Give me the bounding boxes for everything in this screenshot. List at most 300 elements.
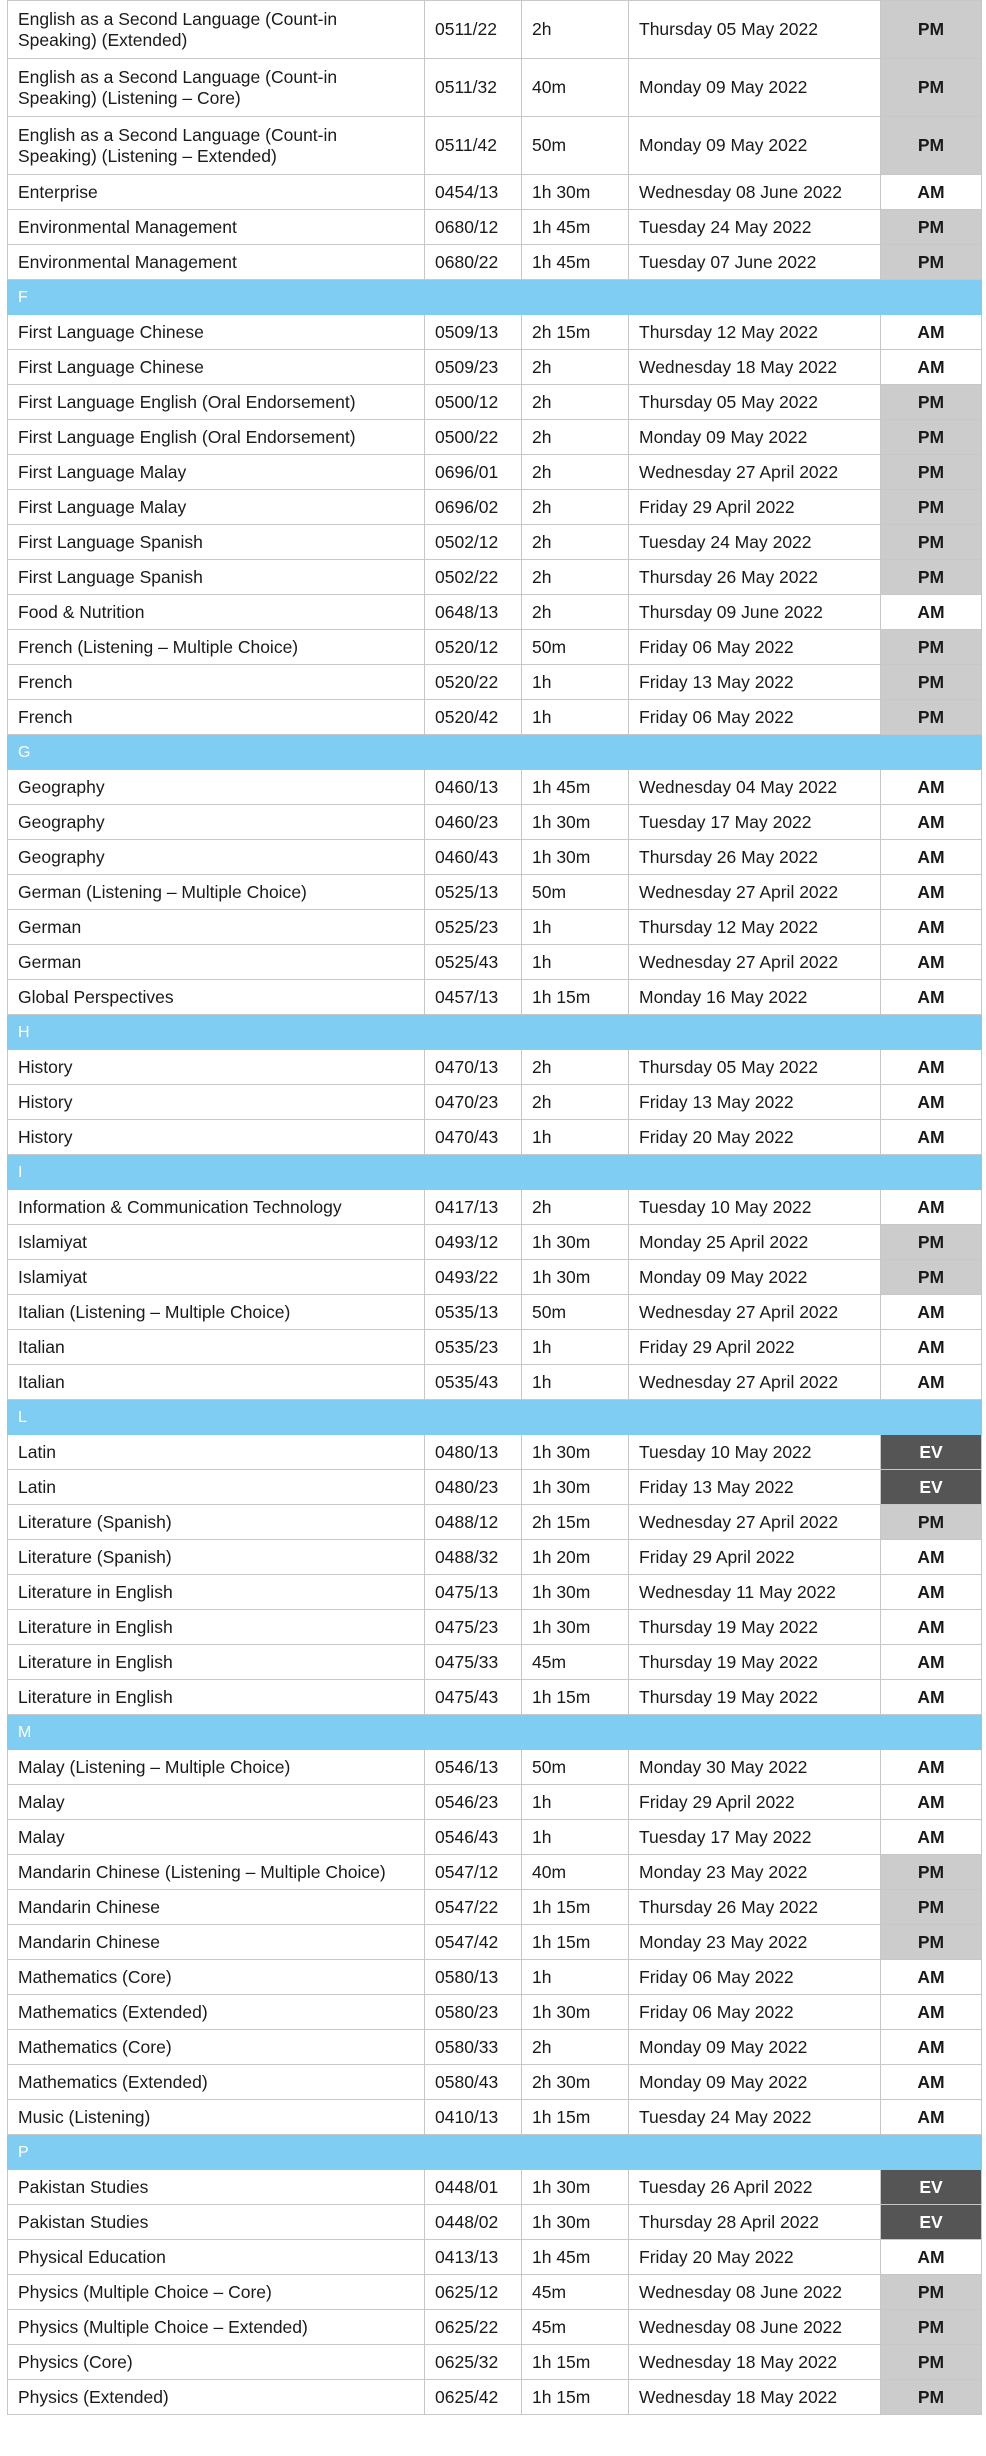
- subject-cell: Italian: [8, 1330, 425, 1365]
- exam-date-cell: Thursday 26 May 2022: [629, 840, 881, 875]
- exam-date-cell: Wednesday 18 May 2022: [629, 2380, 881, 2415]
- exam-date-cell: Wednesday 11 May 2022: [629, 1575, 881, 1610]
- exam-date-cell: Friday 13 May 2022: [629, 1470, 881, 1505]
- exam-date-cell: Tuesday 07 June 2022: [629, 245, 881, 280]
- duration-cell: 2h: [522, 1, 629, 59]
- duration-cell: 45m: [522, 2310, 629, 2345]
- exam-date-cell: Thursday 05 May 2022: [629, 385, 881, 420]
- session-cell: PM: [881, 2275, 982, 2310]
- table-row: [8, 1960, 982, 1995]
- table-row: [8, 175, 982, 210]
- subject-cell: First Language Spanish: [8, 525, 425, 560]
- syllabus-code-cell: 0417/13: [425, 1190, 522, 1225]
- session-cell: AM: [881, 1050, 982, 1085]
- session-cell: PM: [881, 1505, 982, 1540]
- subject-cell: Literature in English: [8, 1680, 425, 1715]
- exam-date-cell: Thursday 05 May 2022: [629, 1050, 881, 1085]
- subject-cell: Literature (Spanish): [8, 1540, 425, 1575]
- syllabus-code-cell: 0475/43: [425, 1680, 522, 1715]
- duration-cell: 1h: [522, 945, 629, 980]
- syllabus-code-cell: 0535/23: [425, 1330, 522, 1365]
- exam-date-cell: Monday 09 May 2022: [629, 2030, 881, 2065]
- exam-date-cell: Thursday 19 May 2022: [629, 1645, 881, 1680]
- table-row: [8, 630, 982, 665]
- table-row: [8, 875, 982, 910]
- session-cell: AM: [881, 175, 982, 210]
- session-cell: AM: [881, 945, 982, 980]
- subject-cell: Malay: [8, 1785, 425, 1820]
- duration-cell: 45m: [522, 2275, 629, 2310]
- exam-date-cell: Thursday 12 May 2022: [629, 910, 881, 945]
- exam-date-cell: Friday 13 May 2022: [629, 1085, 881, 1120]
- section-letter: M: [8, 1715, 982, 1750]
- session-cell: EV: [881, 2205, 982, 2240]
- duration-cell: 2h: [522, 490, 629, 525]
- exam-date-cell: Tuesday 26 April 2022: [629, 2170, 881, 2205]
- exam-date-cell: Friday 29 April 2022: [629, 1330, 881, 1365]
- session-cell: AM: [881, 1575, 982, 1610]
- table-row: [8, 350, 982, 385]
- section-letter: H: [8, 1015, 982, 1050]
- syllabus-code-cell: 0625/32: [425, 2345, 522, 2380]
- subject-cell: Malay (Listening – Multiple Choice): [8, 1750, 425, 1785]
- syllabus-code-cell: 0475/23: [425, 1610, 522, 1645]
- session-cell: PM: [881, 1890, 982, 1925]
- table-row: [8, 385, 982, 420]
- table-row: [8, 1995, 982, 2030]
- table-row: [8, 595, 982, 630]
- table-row: [8, 1750, 982, 1785]
- section-letter: F: [8, 280, 982, 315]
- section-letter: I: [8, 1155, 982, 1190]
- duration-cell: 1h: [522, 1960, 629, 1995]
- subject-cell: English as a Second Language (Count-in Speaking) (Listening – Extended): [8, 117, 425, 175]
- session-cell: AM: [881, 1120, 982, 1155]
- syllabus-code-cell: 0525/13: [425, 875, 522, 910]
- exam-date-cell: Wednesday 27 April 2022: [629, 945, 881, 980]
- exam-date-cell: Wednesday 08 June 2022: [629, 175, 881, 210]
- session-cell: AM: [881, 1750, 982, 1785]
- session-cell: AM: [881, 980, 982, 1015]
- duration-cell: 50m: [522, 1295, 629, 1330]
- exam-date-cell: Thursday 19 May 2022: [629, 1680, 881, 1715]
- table-row: [8, 1225, 982, 1260]
- table-row: [8, 59, 982, 117]
- session-cell: PM: [881, 630, 982, 665]
- syllabus-code-cell: 0520/12: [425, 630, 522, 665]
- table-row: [8, 525, 982, 560]
- duration-cell: 40m: [522, 59, 629, 117]
- exam-date-cell: Wednesday 08 June 2022: [629, 2310, 881, 2345]
- subject-cell: Physics (Multiple Choice – Extended): [8, 2310, 425, 2345]
- syllabus-code-cell: 0448/02: [425, 2205, 522, 2240]
- subject-cell: Pakistan Studies: [8, 2170, 425, 2205]
- duration-cell: 1h 30m: [522, 1470, 629, 1505]
- session-cell: EV: [881, 2170, 982, 2205]
- duration-cell: 1h: [522, 1820, 629, 1855]
- duration-cell: 2h: [522, 560, 629, 595]
- subject-cell: English as a Second Language (Count-in Speaking) (Extended): [8, 1, 425, 59]
- subject-cell: Islamiyat: [8, 1260, 425, 1295]
- syllabus-code-cell: 0547/42: [425, 1925, 522, 1960]
- duration-cell: 2h: [522, 420, 629, 455]
- duration-cell: 1h 30m: [522, 175, 629, 210]
- subject-cell: French: [8, 665, 425, 700]
- table-row: [8, 1610, 982, 1645]
- duration-cell: 1h: [522, 700, 629, 735]
- subject-cell: Physics (Core): [8, 2345, 425, 2380]
- table-row: [8, 455, 982, 490]
- exam-date-cell: Tuesday 17 May 2022: [629, 805, 881, 840]
- table-row: [8, 1890, 982, 1925]
- subject-cell: Music (Listening): [8, 2100, 425, 2135]
- exam-date-cell: Friday 20 May 2022: [629, 2240, 881, 2275]
- session-cell: AM: [881, 1085, 982, 1120]
- exam-date-cell: Thursday 28 April 2022: [629, 2205, 881, 2240]
- subject-cell: Latin: [8, 1470, 425, 1505]
- duration-cell: 1h 30m: [522, 1225, 629, 1260]
- syllabus-code-cell: 0448/01: [425, 2170, 522, 2205]
- table-row: [8, 700, 982, 735]
- syllabus-code-cell: 0509/23: [425, 350, 522, 385]
- syllabus-code-cell: 0413/13: [425, 2240, 522, 2275]
- table-row: [8, 560, 982, 595]
- session-cell: AM: [881, 1295, 982, 1330]
- exam-date-cell: Monday 25 April 2022: [629, 1225, 881, 1260]
- duration-cell: 1h 30m: [522, 805, 629, 840]
- syllabus-code-cell: 0535/13: [425, 1295, 522, 1330]
- subject-cell: Mathematics (Core): [8, 1960, 425, 1995]
- subject-cell: Food & Nutrition: [8, 595, 425, 630]
- subject-cell: Information & Communication Technology: [8, 1190, 425, 1225]
- table-row: [8, 2100, 982, 2135]
- syllabus-code-cell: 0696/01: [425, 455, 522, 490]
- session-cell: AM: [881, 1960, 982, 1995]
- table-row: [8, 1855, 982, 1890]
- subject-cell: First Language English (Oral Endorsement): [8, 420, 425, 455]
- session-cell: EV: [881, 1435, 982, 1470]
- exam-date-cell: Wednesday 08 June 2022: [629, 2275, 881, 2310]
- table-row: [8, 1330, 982, 1365]
- table-row: [8, 1680, 982, 1715]
- subject-cell: History: [8, 1085, 425, 1120]
- subject-cell: Latin: [8, 1435, 425, 1470]
- subject-cell: Environmental Management: [8, 210, 425, 245]
- table-row: [8, 840, 982, 875]
- session-cell: AM: [881, 350, 982, 385]
- syllabus-code-cell: 0547/22: [425, 1890, 522, 1925]
- subject-cell: Geography: [8, 770, 425, 805]
- session-cell: AM: [881, 1785, 982, 1820]
- session-cell: PM: [881, 2310, 982, 2345]
- subject-cell: Literature in English: [8, 1645, 425, 1680]
- duration-cell: 2h: [522, 350, 629, 385]
- duration-cell: 1h: [522, 1365, 629, 1400]
- session-cell: AM: [881, 2100, 982, 2135]
- duration-cell: 2h: [522, 1050, 629, 1085]
- session-cell: AM: [881, 1645, 982, 1680]
- subject-cell: Geography: [8, 805, 425, 840]
- session-cell: PM: [881, 1925, 982, 1960]
- table-row: [8, 1190, 982, 1225]
- table-row: [8, 1365, 982, 1400]
- duration-cell: 1h 30m: [522, 2205, 629, 2240]
- exam-date-cell: Wednesday 18 May 2022: [629, 2345, 881, 2380]
- table-row: [8, 2030, 982, 2065]
- syllabus-code-cell: 0580/43: [425, 2065, 522, 2100]
- subject-cell: First Language Chinese: [8, 315, 425, 350]
- session-cell: PM: [881, 665, 982, 700]
- table-row: [8, 210, 982, 245]
- table-row: [8, 1540, 982, 1575]
- section-letter: L: [8, 1400, 982, 1435]
- syllabus-code-cell: 0547/12: [425, 1855, 522, 1890]
- table-row: [8, 315, 982, 350]
- subject-cell: Global Perspectives: [8, 980, 425, 1015]
- table-row: [8, 2240, 982, 2275]
- table-row: [8, 1575, 982, 1610]
- exam-date-cell: Friday 13 May 2022: [629, 665, 881, 700]
- duration-cell: 1h 45m: [522, 210, 629, 245]
- subject-cell: First Language English (Oral Endorsement): [8, 385, 425, 420]
- section-letter-row: [8, 1400, 982, 1435]
- subject-cell: Mandarin Chinese: [8, 1925, 425, 1960]
- session-cell: PM: [881, 525, 982, 560]
- session-cell: AM: [881, 315, 982, 350]
- timetable-body: [8, 1, 982, 2415]
- subject-cell: French: [8, 700, 425, 735]
- subject-cell: Italian (Listening – Multiple Choice): [8, 1295, 425, 1330]
- section-letter-row: [8, 2135, 982, 2170]
- table-row: [8, 980, 982, 1015]
- syllabus-code-cell: 0480/13: [425, 1435, 522, 1470]
- exam-date-cell: Tuesday 10 May 2022: [629, 1190, 881, 1225]
- table-row: [8, 1, 982, 59]
- syllabus-code-cell: 0511/22: [425, 1, 522, 59]
- exam-date-cell: Friday 06 May 2022: [629, 630, 881, 665]
- syllabus-code-cell: 0502/22: [425, 560, 522, 595]
- exam-date-cell: Thursday 26 May 2022: [629, 560, 881, 595]
- exam-date-cell: Monday 30 May 2022: [629, 1750, 881, 1785]
- exam-date-cell: Monday 09 May 2022: [629, 1260, 881, 1295]
- table-row: [8, 2380, 982, 2415]
- table-row: [8, 2345, 982, 2380]
- table-row: [8, 1505, 982, 1540]
- exam-date-cell: Tuesday 10 May 2022: [629, 1435, 881, 1470]
- duration-cell: 1h 45m: [522, 245, 629, 280]
- section-letter-row: [8, 1715, 982, 1750]
- duration-cell: 1h 15m: [522, 980, 629, 1015]
- subject-cell: Islamiyat: [8, 1225, 425, 1260]
- duration-cell: 1h 20m: [522, 1540, 629, 1575]
- table-row: [8, 1645, 982, 1680]
- exam-date-cell: Friday 20 May 2022: [629, 1120, 881, 1155]
- subject-cell: First Language Malay: [8, 490, 425, 525]
- table-row: [8, 1120, 982, 1155]
- subject-cell: First Language Chinese: [8, 350, 425, 385]
- session-cell: PM: [881, 1225, 982, 1260]
- syllabus-code-cell: 0680/22: [425, 245, 522, 280]
- exam-date-cell: Thursday 12 May 2022: [629, 315, 881, 350]
- table-row: [8, 420, 982, 455]
- syllabus-code-cell: 0525/23: [425, 910, 522, 945]
- section-letter: G: [8, 735, 982, 770]
- syllabus-code-cell: 0546/43: [425, 1820, 522, 1855]
- subject-cell: Mathematics (Core): [8, 2030, 425, 2065]
- subject-cell: Literature in English: [8, 1610, 425, 1645]
- subject-cell: History: [8, 1050, 425, 1085]
- session-cell: AM: [881, 1540, 982, 1575]
- subject-cell: Environmental Management: [8, 245, 425, 280]
- section-letter-row: [8, 1155, 982, 1190]
- subject-cell: Physics (Extended): [8, 2380, 425, 2415]
- syllabus-code-cell: 0580/23: [425, 1995, 522, 2030]
- session-cell: AM: [881, 2065, 982, 2100]
- subject-cell: Malay: [8, 1820, 425, 1855]
- syllabus-code-cell: 0500/12: [425, 385, 522, 420]
- duration-cell: 45m: [522, 1645, 629, 1680]
- duration-cell: 1h 15m: [522, 1890, 629, 1925]
- subject-cell: Enterprise: [8, 175, 425, 210]
- duration-cell: 1h: [522, 665, 629, 700]
- duration-cell: 1h: [522, 1120, 629, 1155]
- table-row: [8, 1295, 982, 1330]
- exam-date-cell: Tuesday 24 May 2022: [629, 2100, 881, 2135]
- exam-date-cell: Friday 06 May 2022: [629, 1995, 881, 2030]
- duration-cell: 1h 30m: [522, 1260, 629, 1295]
- session-cell: PM: [881, 1, 982, 59]
- session-cell: PM: [881, 2380, 982, 2415]
- session-cell: PM: [881, 700, 982, 735]
- duration-cell: 40m: [522, 1855, 629, 1890]
- syllabus-code-cell: 0511/42: [425, 117, 522, 175]
- session-cell: PM: [881, 1260, 982, 1295]
- table-row: [8, 1050, 982, 1085]
- syllabus-code-cell: 0648/13: [425, 595, 522, 630]
- subject-cell: German: [8, 910, 425, 945]
- section-letter-row: [8, 1015, 982, 1050]
- duration-cell: 1h 30m: [522, 840, 629, 875]
- exam-date-cell: Tuesday 17 May 2022: [629, 1820, 881, 1855]
- exam-timetable-table: [7, 0, 982, 2415]
- exam-date-cell: Monday 09 May 2022: [629, 117, 881, 175]
- syllabus-code-cell: 0410/13: [425, 2100, 522, 2135]
- table-row: [8, 1435, 982, 1470]
- session-cell: PM: [881, 490, 982, 525]
- exam-date-cell: Thursday 19 May 2022: [629, 1610, 881, 1645]
- session-cell: EV: [881, 1470, 982, 1505]
- duration-cell: 50m: [522, 875, 629, 910]
- subject-cell: Literature (Spanish): [8, 1505, 425, 1540]
- duration-cell: 50m: [522, 630, 629, 665]
- exam-date-cell: Wednesday 27 April 2022: [629, 1295, 881, 1330]
- exam-date-cell: Wednesday 18 May 2022: [629, 350, 881, 385]
- exam-date-cell: Friday 29 April 2022: [629, 490, 881, 525]
- session-cell: AM: [881, 2030, 982, 2065]
- syllabus-code-cell: 0493/12: [425, 1225, 522, 1260]
- duration-cell: 2h 15m: [522, 1505, 629, 1540]
- syllabus-code-cell: 0470/23: [425, 1085, 522, 1120]
- exam-date-cell: Friday 29 April 2022: [629, 1785, 881, 1820]
- exam-date-cell: Friday 29 April 2022: [629, 1540, 881, 1575]
- subject-cell: Mathematics (Extended): [8, 1995, 425, 2030]
- session-cell: PM: [881, 455, 982, 490]
- duration-cell: 1h 30m: [522, 1575, 629, 1610]
- duration-cell: 2h 15m: [522, 315, 629, 350]
- syllabus-code-cell: 0580/13: [425, 1960, 522, 1995]
- table-row: [8, 1925, 982, 1960]
- exam-date-cell: Thursday 09 June 2022: [629, 595, 881, 630]
- syllabus-code-cell: 0546/23: [425, 1785, 522, 1820]
- syllabus-code-cell: 0460/43: [425, 840, 522, 875]
- syllabus-code-cell: 0546/13: [425, 1750, 522, 1785]
- syllabus-code-cell: 0488/12: [425, 1505, 522, 1540]
- duration-cell: 1h 15m: [522, 2345, 629, 2380]
- duration-cell: 1h 30m: [522, 2170, 629, 2205]
- table-row: [8, 2275, 982, 2310]
- exam-date-cell: Monday 09 May 2022: [629, 59, 881, 117]
- subject-cell: Mandarin Chinese: [8, 1890, 425, 1925]
- session-cell: AM: [881, 875, 982, 910]
- syllabus-code-cell: 0460/13: [425, 770, 522, 805]
- exam-date-cell: Monday 09 May 2022: [629, 420, 881, 455]
- duration-cell: 1h 30m: [522, 1995, 629, 2030]
- subject-cell: German: [8, 945, 425, 980]
- subject-cell: Physics (Multiple Choice – Core): [8, 2275, 425, 2310]
- session-cell: PM: [881, 117, 982, 175]
- session-cell: PM: [881, 245, 982, 280]
- exam-date-cell: Wednesday 27 April 2022: [629, 875, 881, 910]
- subject-cell: Physical Education: [8, 2240, 425, 2275]
- table-row: [8, 665, 982, 700]
- exam-date-cell: Wednesday 04 May 2022: [629, 770, 881, 805]
- exam-date-cell: Wednesday 27 April 2022: [629, 455, 881, 490]
- exam-date-cell: Thursday 26 May 2022: [629, 1890, 881, 1925]
- syllabus-code-cell: 0511/32: [425, 59, 522, 117]
- subject-cell: History: [8, 1120, 425, 1155]
- subject-cell: Pakistan Studies: [8, 2205, 425, 2240]
- syllabus-code-cell: 0488/32: [425, 1540, 522, 1575]
- exam-date-cell: Friday 06 May 2022: [629, 700, 881, 735]
- session-cell: PM: [881, 2345, 982, 2380]
- syllabus-code-cell: 0493/22: [425, 1260, 522, 1295]
- session-cell: AM: [881, 910, 982, 945]
- session-cell: PM: [881, 420, 982, 455]
- syllabus-code-cell: 0625/42: [425, 2380, 522, 2415]
- duration-cell: 1h 15m: [522, 2100, 629, 2135]
- subject-cell: First Language Malay: [8, 455, 425, 490]
- duration-cell: 1h: [522, 910, 629, 945]
- duration-cell: 2h: [522, 455, 629, 490]
- session-cell: AM: [881, 1680, 982, 1715]
- table-row: [8, 2065, 982, 2100]
- exam-date-cell: Monday 09 May 2022: [629, 2065, 881, 2100]
- syllabus-code-cell: 0470/13: [425, 1050, 522, 1085]
- duration-cell: 2h: [522, 1085, 629, 1120]
- syllabus-code-cell: 0696/02: [425, 490, 522, 525]
- section-letter-row: [8, 735, 982, 770]
- syllabus-code-cell: 0500/22: [425, 420, 522, 455]
- table-row: [8, 117, 982, 175]
- duration-cell: 2h 30m: [522, 2065, 629, 2100]
- table-row: [8, 2170, 982, 2205]
- table-row: [8, 1260, 982, 1295]
- session-cell: PM: [881, 1855, 982, 1890]
- session-cell: AM: [881, 770, 982, 805]
- table-row: [8, 490, 982, 525]
- syllabus-code-cell: 0502/12: [425, 525, 522, 560]
- subject-cell: Mathematics (Extended): [8, 2065, 425, 2100]
